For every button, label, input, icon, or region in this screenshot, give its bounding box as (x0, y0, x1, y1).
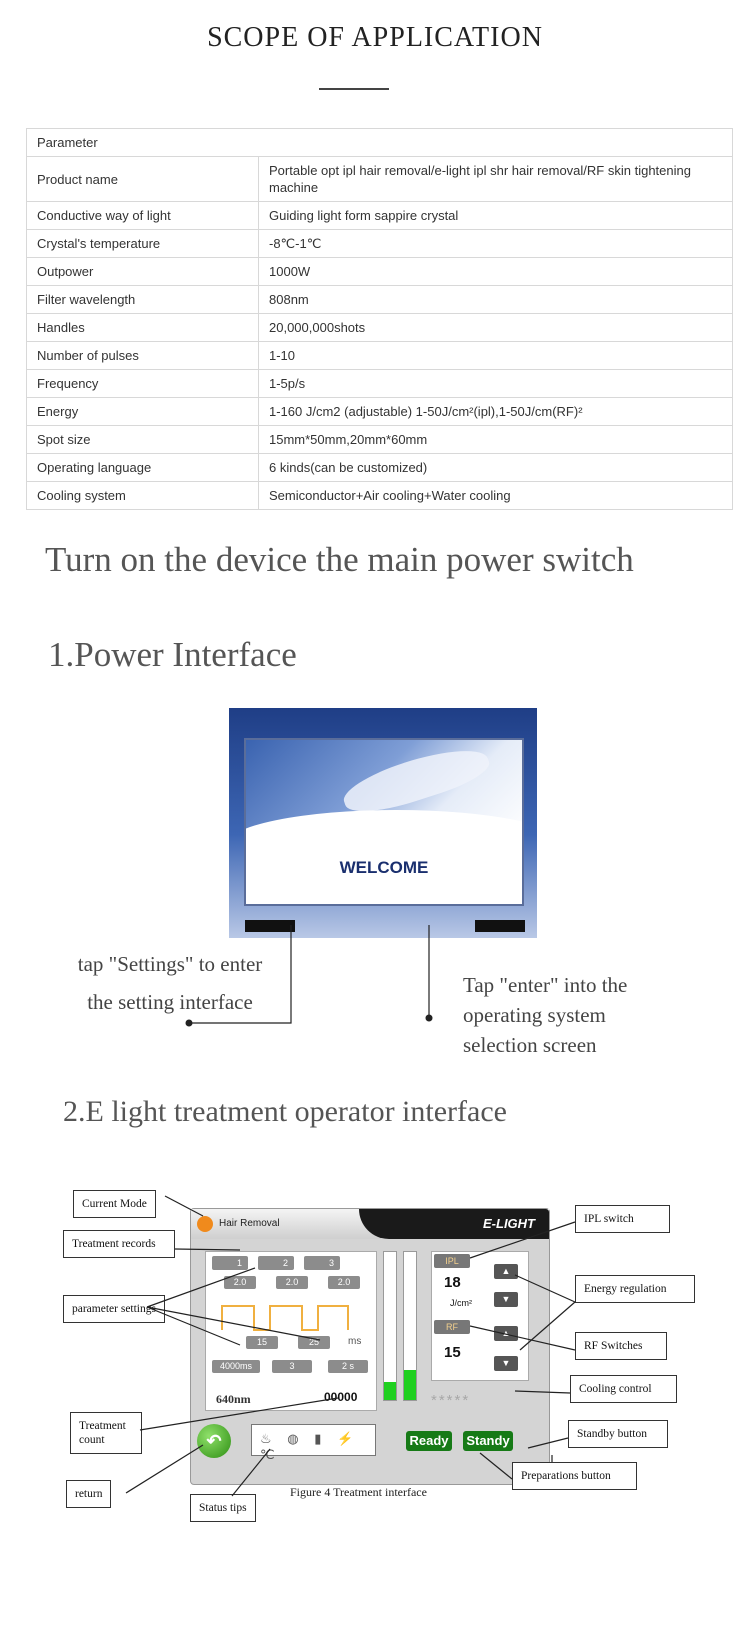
power-interface-heading: 1.Power Interface (48, 635, 297, 674)
ipl-value: 18 (444, 1274, 461, 1291)
row-key: Handles (27, 314, 259, 342)
mode-label: Hair Removal (219, 1218, 280, 1229)
row-value: -8℃-1℃ (259, 230, 733, 258)
ipl-switch[interactable]: IPL (434, 1254, 470, 1268)
record-tab-2[interactable]: 2 (258, 1256, 294, 1270)
row-key: Cooling system (27, 482, 259, 510)
callout-rf-switches: RF Switches (575, 1332, 667, 1360)
status-tips-bar: ♨ ◍ ▮ ⚡ ℃ (251, 1424, 376, 1456)
callout-energy-regulation: Energy regulation (575, 1275, 695, 1303)
table-row (27, 314, 733, 342)
settings-caption-line2: the setting interface (87, 990, 253, 1014)
settings-button (245, 920, 295, 932)
table-row (27, 157, 733, 202)
rf-value: 15 (444, 1344, 461, 1361)
title-underline (319, 88, 389, 90)
row-value: 1-160 J/cm2 (adjustable) 1-50J/cm²(ipl),1-50J/cm(RF)² (259, 398, 733, 426)
pulse-waveform (220, 1304, 350, 1332)
return-button[interactable]: ↶ (197, 1424, 231, 1458)
ms-unit: ms (348, 1336, 362, 1347)
level-bar-2 (403, 1251, 417, 1401)
spec-table (26, 128, 733, 510)
brand-label: E-LIGHT (359, 1209, 549, 1239)
wavelength-value: 640nm (216, 1392, 251, 1406)
enter-caption (463, 970, 703, 1060)
treatment-interface-panel (190, 1208, 550, 1485)
ipl-unit: J/cm² (450, 1298, 472, 1308)
callout-current-mode: Current Mode (73, 1190, 156, 1218)
table-row (27, 454, 733, 482)
table-row (27, 202, 733, 230)
enter-caption-line2: operating system (463, 1003, 606, 1027)
hair-removal-icon (197, 1216, 213, 1232)
cooling-control[interactable]: ***** (431, 1392, 471, 1409)
table-row (27, 426, 733, 454)
enter-caption-line3: selection screen (463, 1033, 597, 1057)
row-key: Conductive way of light (27, 202, 259, 230)
callout-standby-button: Standby button (568, 1420, 668, 1448)
callout-cooling-control: Cooling control (570, 1375, 677, 1403)
record-tab-3[interactable]: 3 (304, 1256, 340, 1270)
row-value: Guiding light form sappire crystal (259, 202, 733, 230)
callout-treatment-count: Treatment count (70, 1412, 142, 1454)
level-fill-1 (384, 1382, 396, 1400)
parameter-box (205, 1251, 377, 1411)
row-value: 20,000,000shots (259, 314, 733, 342)
row-key: Product name (27, 157, 259, 202)
row-value: 6 kinds(can be customized) (259, 454, 733, 482)
param-button[interactable]: 3 (272, 1360, 312, 1373)
rf-up-button[interactable]: ▲ (494, 1326, 518, 1341)
welcome-text: WELCOME (339, 858, 429, 877)
row-key: Crystal's temperature (27, 230, 259, 258)
table-header: Parameter (27, 129, 733, 157)
row-key: Frequency (27, 370, 259, 398)
page-title: SCOPE OF APPLICATION (207, 22, 543, 53)
enter-button (475, 920, 525, 932)
row-key: Operating language (27, 454, 259, 482)
row-value: 1000W (259, 258, 733, 286)
rf-switch[interactable]: RF (434, 1320, 470, 1334)
energy-box (431, 1251, 529, 1381)
standy-button[interactable]: Standy (463, 1431, 513, 1451)
ipl-down-button[interactable]: ▼ (494, 1292, 518, 1307)
settings-caption-line1: tap "Settings" to enter (77, 952, 263, 976)
settings-caption (50, 945, 290, 1021)
enter-caption-line1: Tap "enter" into the (463, 973, 628, 997)
row-value: 1-5p/s (259, 370, 733, 398)
row-value: 1-10 (259, 342, 733, 370)
row-key: Energy (27, 398, 259, 426)
row-value: Semiconductor+Air cooling+Water cooling (259, 482, 733, 510)
row-value: Portable opt ipl hair removal/e-light ipl shr hair removal/RF skin tightening machine (259, 157, 733, 202)
table-row (27, 398, 733, 426)
param-button[interactable]: 4000ms (212, 1360, 260, 1373)
table-row (27, 342, 733, 370)
row-key: Outpower (27, 258, 259, 286)
power-switch-heading: Turn on the device the main power switch (45, 540, 634, 579)
row-value: 808nm (259, 286, 733, 314)
table-row (27, 370, 733, 398)
callout-treatment-records: Treatment records (63, 1230, 175, 1258)
param-button[interactable]: 2.0 (328, 1276, 360, 1289)
record-tab-1[interactable]: 1 (212, 1256, 248, 1270)
param-button[interactable]: 2.0 (224, 1276, 256, 1289)
row-key: Spot size (27, 426, 259, 454)
welcome-display (244, 738, 524, 906)
level-fill-2 (404, 1370, 416, 1400)
row-value: 15mm*50mm,20mm*60mm (259, 426, 733, 454)
callout-preparations-button: Preparations button (512, 1462, 637, 1490)
rf-down-button[interactable]: ▼ (494, 1356, 518, 1371)
level-bar-1 (383, 1251, 397, 1401)
table-header-row (27, 129, 733, 157)
callout-ipl-switch: IPL switch (575, 1205, 670, 1233)
param-button[interactable]: 15 (246, 1336, 278, 1349)
param-button[interactable]: 2 s (328, 1360, 368, 1373)
figure-caption: Figure 4 Treatment interface (290, 1485, 427, 1499)
callout-return: return (66, 1480, 111, 1508)
table-row (27, 258, 733, 286)
ipl-up-button[interactable]: ▲ (494, 1264, 518, 1279)
table-row (27, 482, 733, 510)
welcome-screen-image (229, 708, 537, 938)
table-row (27, 286, 733, 314)
callout-status-tips: Status tips (190, 1494, 256, 1522)
ready-button[interactable]: Ready (406, 1431, 452, 1451)
param-button[interactable]: 25 (298, 1336, 330, 1349)
table-row (27, 230, 733, 258)
param-button[interactable]: 2.0 (276, 1276, 308, 1289)
callout-parameter-settings: parameter settings (63, 1295, 165, 1323)
row-key: Filter wavelength (27, 286, 259, 314)
row-key: Number of pulses (27, 342, 259, 370)
treatment-count-value: 00000 (324, 1390, 358, 1404)
operator-interface-heading: 2.E light treatment operator interface (63, 1095, 507, 1128)
